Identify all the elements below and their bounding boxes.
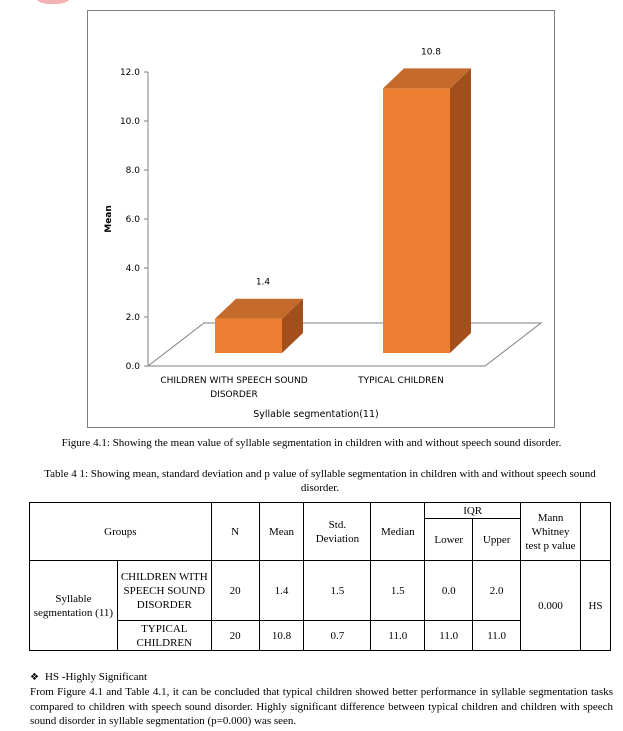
row-group-label: Syllable segmentation (11): [30, 561, 118, 651]
bar-side: [450, 68, 471, 353]
table-caption: Table 4 1: Showing mean, standard deviation and p value of syllable segmentation in children with and without speech sound disorder.: [44, 468, 596, 494]
table-cell-upper: 11.0: [473, 621, 521, 651]
diamond-bullet-icon: ❖: [30, 672, 39, 683]
table-cell-group: CHILDREN WITH SPEECH SOUND DISORDER: [117, 561, 211, 621]
bar: [383, 88, 450, 353]
header-std-deviation: Std. Deviation: [304, 503, 371, 561]
data-label: 1.4: [255, 277, 271, 288]
header-logo-fragment: [30, 0, 76, 4]
header-iqr: IQR: [425, 503, 521, 519]
y-tick-label: 4.0: [125, 264, 140, 274]
y-tick-label: 8.0: [125, 166, 140, 176]
header-mean: Mean: [259, 503, 304, 561]
x-tick-label: TYPICAL CHILDREN: [358, 376, 444, 386]
data-label: 10.8: [420, 47, 442, 58]
x-tick-label: DISORDER: [210, 390, 258, 400]
bar: [215, 319, 282, 353]
header-significance-blank: [580, 503, 610, 561]
table-cell-significance: HS: [580, 561, 610, 651]
x-tick-label: CHILDREN WITH SPEECH SOUND: [160, 376, 308, 386]
header-mann-whitney: Mann Whitney test p value: [521, 503, 581, 561]
y-axis-title: Mean: [104, 205, 114, 233]
table-cell-upper: 2.0: [473, 561, 521, 621]
conclusion-paragraph: From Figure 4.1 and Table 4.1, it can be concluded that typical children showed better performance in syllable segmentation tasks compared to children with speech sound disorder. Highly significant difference between typical children and children with speech sound disorder in syllable segmentation (p=0.000) was seen.: [30, 686, 613, 727]
table-cell-lower: 0.0: [425, 561, 473, 621]
table-cell-n: 20: [211, 621, 259, 651]
y-tick-label: 0.0: [125, 362, 140, 372]
header-iqr-upper: Upper: [473, 519, 521, 561]
y-tick-label: 10.0: [119, 117, 140, 127]
y-tick-label: 2.0: [125, 313, 140, 323]
table-cell-median: 1.5: [371, 561, 425, 621]
table-cell-std: 1.5: [304, 561, 371, 621]
header-n: N: [211, 503, 259, 561]
table-cell-p-value: 0.000: [521, 561, 581, 651]
table-cell-mean: 1.4: [259, 561, 304, 621]
table-cell-std: 0.7: [304, 621, 371, 651]
table-cell-median: 11.0: [371, 621, 425, 651]
header-median: Median: [371, 503, 425, 561]
table-cell-mean: 10.8: [259, 621, 304, 651]
y-tick-label: 12.0: [119, 68, 140, 78]
header-iqr-lower: Lower: [425, 519, 473, 561]
y-tick-label: 6.0: [125, 215, 140, 225]
x-axis-title: Syllable segmentation(11): [253, 409, 379, 420]
results-table: [29, 502, 611, 651]
table-cell-lower: 11.0: [425, 621, 473, 651]
figure-caption: Figure 4.1: Showing the mean value of syllable segmentation in children with and without speech sound disorder.: [61, 437, 562, 449]
significance-legend: [30, 671, 147, 683]
chart-floor: [148, 323, 541, 366]
bar-chart: [87, 10, 555, 428]
header-groups: Groups: [30, 503, 212, 561]
legend-text: HS -Highly Significant: [44, 671, 148, 683]
table-cell-n: 20: [211, 561, 259, 621]
table-cell-group: TYPICAL CHILDREN: [117, 621, 211, 651]
